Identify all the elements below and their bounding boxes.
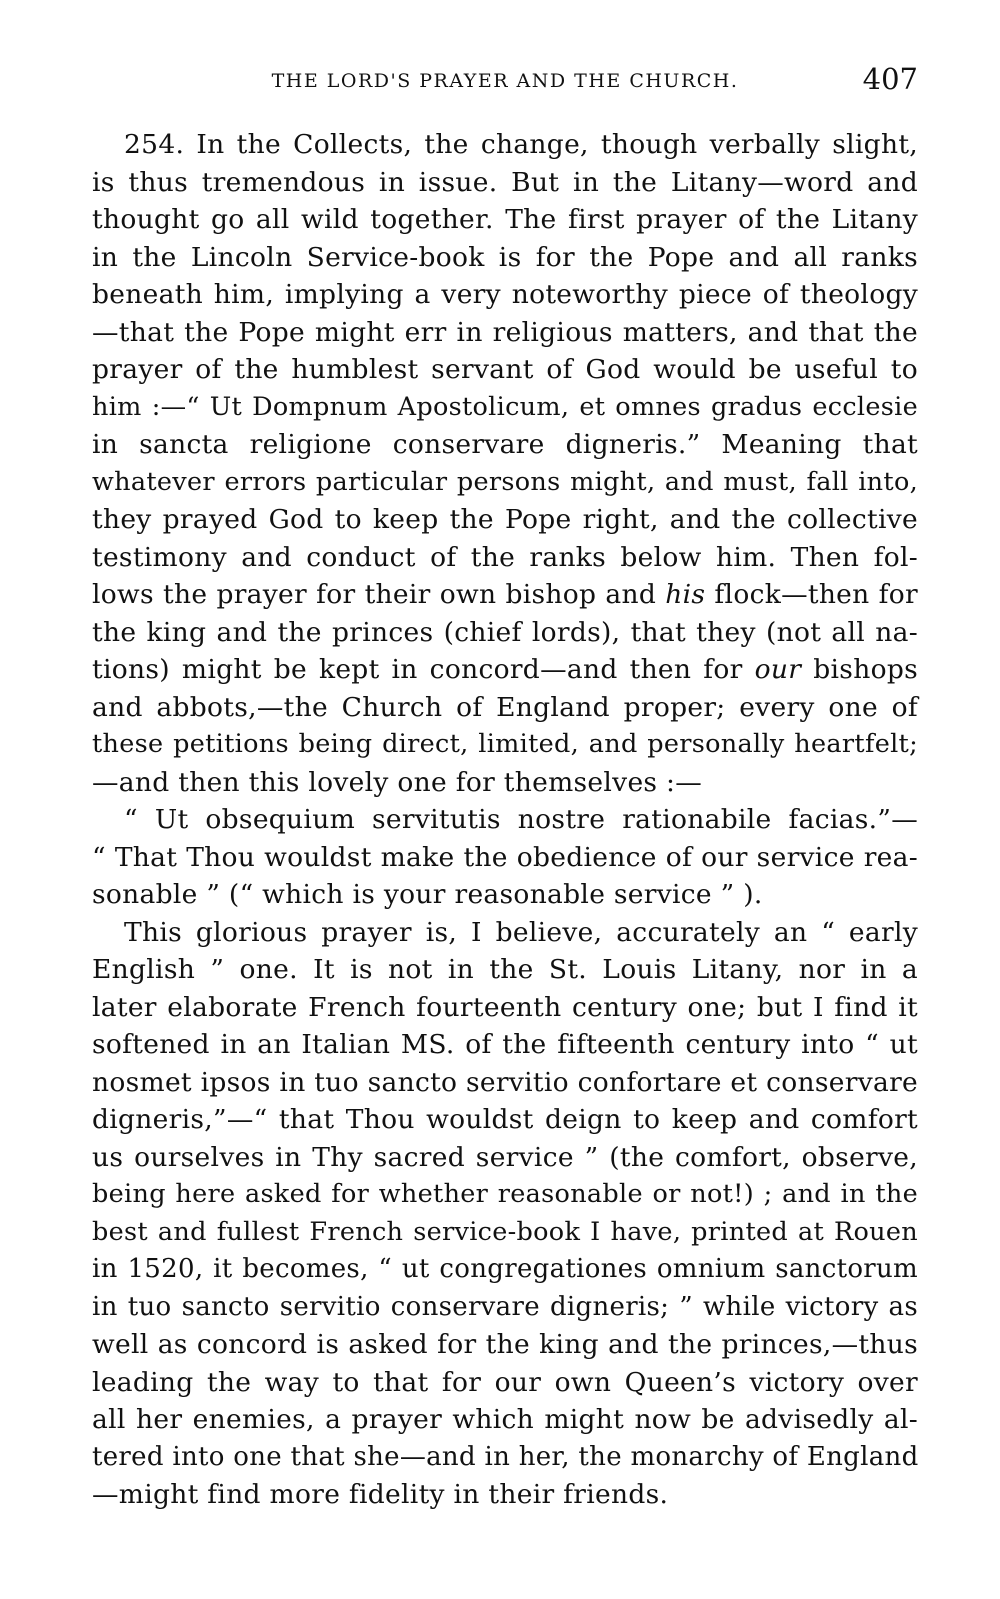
- text-line: sonable ” (“ which is your reasonable service ” ).: [92, 879, 763, 910]
- running-header: [92, 62, 918, 102]
- text-line: softened in an Italian MS. of the fifteenth century into “ ut: [92, 1029, 918, 1060]
- text-line: —and then this lovely one for themselves :—: [92, 766, 703, 798]
- paragraph: [92, 126, 918, 801]
- text-line: testimony and conduct of the ranks below him. Then fol-: [92, 541, 918, 573]
- text-line: in sancta religione conservare digneris.” Meaning that: [92, 429, 918, 460]
- text-line: the king and the princes (chief lords), that they (not all na-: [92, 616, 918, 648]
- text-line: —that the Pope might err in religious matters, and that the: [92, 316, 918, 348]
- text-line: “ Ut obsequium servitutis nostre rationabile facias.”—: [124, 804, 918, 835]
- page-number: 407: [862, 62, 918, 96]
- italic-text: our: [754, 654, 802, 685]
- text-line: in 1520, it becomes, “ ut congregationes omnium sanctorum: [92, 1254, 918, 1284]
- text-line: leading the way to that for our own Queen’s victory over: [92, 1366, 918, 1398]
- text-line: in the Lincoln Service-book is for the Pope and all ranks: [92, 241, 918, 273]
- text-line: —might find more fidelity in their friends.: [92, 1479, 669, 1510]
- text-run: lows the prayer for their own bishop and: [92, 579, 666, 610]
- running-title: THE LORD'S PRAYER AND THE CHURCH.: [271, 70, 739, 92]
- text-line: these petitions being direct, limited, and personally heartfelt;: [92, 729, 918, 759]
- text-line: 254. In the Collects, the change, though verbally slight,: [124, 129, 918, 160]
- text-line: best and fullest French service-book I have, printed at Rouen: [92, 1216, 918, 1247]
- text-line: whatever errors particular persons might, and must, fall into,: [92, 466, 918, 497]
- italic-text: his: [665, 579, 706, 610]
- text-run: flock—then for: [705, 579, 918, 610]
- text-line: tered into one that she—and in her, the monarchy of England: [92, 1441, 919, 1472]
- page-body: [92, 126, 918, 1514]
- paragraph: [92, 914, 918, 1514]
- text-line: beneath him, implying a very noteworthy piece of theology: [92, 279, 918, 310]
- text-line: all her enemies, a prayer which might now be advisedly al-: [92, 1404, 918, 1435]
- text-line: English ” one. It is not in the St. Louis Litany, nor in a: [92, 954, 918, 985]
- text-line: “ That Thou wouldst make the obedience of our service rea-: [92, 841, 918, 873]
- text-line: is thus tremendous in issue. But in the Litany—word and: [92, 166, 918, 198]
- text-line: in tuo sancto servitio conservare digneris; ” while victory as: [92, 1291, 918, 1322]
- text-line: [92, 576, 918, 614]
- text-run: tions) might be kept in concord—and then for: [92, 654, 755, 685]
- text-line: being here asked for whether reasonable or not!) ; and in the: [92, 1179, 918, 1209]
- text-line: digneris,”—“ that Thou wouldst deign to keep and comfort: [92, 1104, 918, 1135]
- text-line: later elaborate French fourteenth century one; but I find it: [92, 991, 918, 1023]
- text-line: [92, 651, 918, 689]
- paragraph: [92, 801, 918, 914]
- text-line: prayer of the humblest servant of God would be useful to: [92, 354, 918, 385]
- text-line: us ourselves in Thy sacred service ” (the comfort, observe,: [92, 1141, 918, 1173]
- text-run: bishops: [801, 654, 918, 685]
- text-line: well as concord is asked for the king and the princes,—thus: [92, 1329, 918, 1360]
- text-line: This glorious prayer is, I believe, accurately an “ early: [124, 916, 918, 948]
- text-line: him :—“ Ut Dompnum Apostolicum, et omnes gradus ecclesie: [92, 391, 918, 422]
- text-line: and abbots,—the Church of England proper; every one of: [92, 691, 918, 723]
- text-line: thought go all wild together. The first prayer of the Litany: [92, 204, 918, 235]
- text-line: they prayed God to keep the Pope right, and the collective: [92, 504, 918, 535]
- text-line: nosmet ipsos in tuo sancto servitio confortare et conservare: [92, 1066, 919, 1098]
